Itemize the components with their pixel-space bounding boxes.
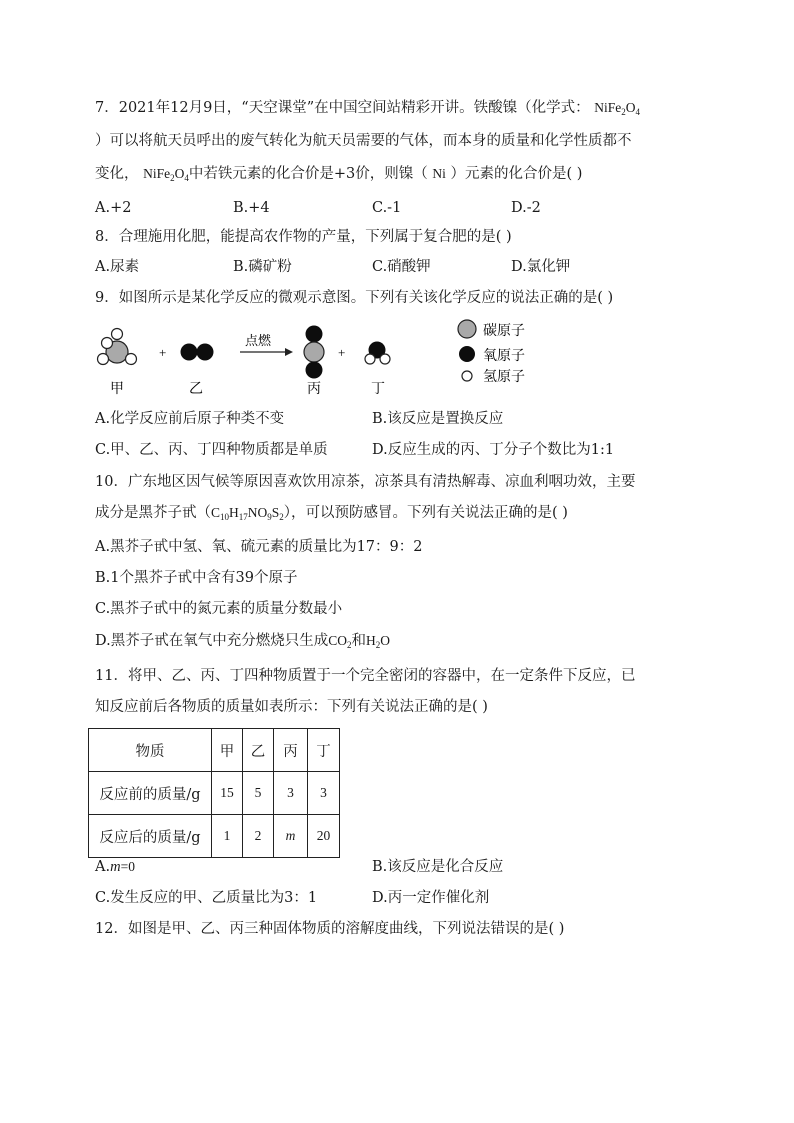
q8-option-c: C.硝酸钾 bbox=[372, 259, 431, 275]
oxygen-atom bbox=[197, 344, 214, 361]
label-jia: 甲 bbox=[110, 381, 124, 397]
carbon-dioxide-molecule bbox=[304, 326, 324, 379]
table-cell: 2 bbox=[243, 815, 274, 858]
reaction-arrow-head bbox=[285, 348, 293, 356]
carbon-atom bbox=[304, 342, 324, 362]
q11-option-d: D.丙一定作催化剂 bbox=[372, 890, 490, 906]
formula-nife2o4-inline: $NiFe_2O_4$ bbox=[143, 166, 189, 183]
legend-carbon-label: 碳原子 bbox=[483, 323, 525, 339]
methane-molecule bbox=[98, 329, 137, 365]
q9-option-c: C.甲、乙、丙、丁四种物质都是单质 bbox=[95, 442, 328, 458]
hydrogen-atom bbox=[365, 354, 375, 364]
table-cell: 反应前的质量/g bbox=[89, 772, 212, 815]
legend-hydrogen-label: 氢原子 bbox=[483, 369, 525, 385]
q12-text: 12．如图是甲、乙、丙三种固体物质的溶解度曲线，下列说法错误的是( ) bbox=[95, 921, 565, 937]
water-molecule bbox=[365, 342, 390, 365]
table-cell: 3 bbox=[308, 772, 340, 815]
q11-line2: 知反应前后各物质的质量如表所示：下列有关说法正确的是( ) bbox=[95, 699, 488, 715]
q8-text: 8．合理施用化肥，能提高农作物的产量，下列属于复合肥的是( ) bbox=[95, 229, 512, 245]
q10-option-b: B.1个黑芥子甙中含有39个原子 bbox=[95, 570, 298, 586]
legend-hydrogen-icon bbox=[462, 371, 472, 381]
plus-sign-1: + bbox=[159, 345, 167, 360]
q7-line1: 7．2021年12月9日，“天空课堂”在中国空间站精彩开讲。铁酸镍（化学式： $NiFe_2O_4$ bbox=[95, 100, 640, 117]
q11-option-c: C.发生反应的甲、乙质量比为3：1 bbox=[95, 890, 318, 906]
legend-oxygen-icon bbox=[459, 346, 475, 362]
table-cell: 5 bbox=[243, 772, 274, 815]
q9-option-b: B.该反应是置换反应 bbox=[372, 411, 504, 427]
label-ding: 丁 bbox=[371, 381, 385, 397]
q8-option-d: D.氯化钾 bbox=[511, 259, 571, 275]
q10-line1: 10．广东地区因气候等原因喜欢饮用凉茶，凉茶具有清热解毒、凉血利咽功效，主要 bbox=[95, 474, 636, 490]
table-cell: 1 bbox=[212, 815, 243, 858]
reaction-diagram bbox=[95, 318, 575, 403]
formula-nife2o4: $NiFe_2O_4$ bbox=[594, 100, 640, 117]
table-cell: 3 bbox=[274, 772, 308, 815]
oxygen-atom bbox=[306, 362, 323, 379]
formula-co2: $CO_2$ bbox=[328, 633, 352, 650]
hydrogen-atom bbox=[380, 354, 390, 364]
q7-line2: ）可以将航天员呼出的废气转化为航天员需要的气体，而本身的质量和化学性质都不 bbox=[95, 133, 632, 149]
label-bing: 丙 bbox=[307, 381, 321, 397]
label-yi: 乙 bbox=[189, 381, 203, 397]
oxygen-molecule bbox=[181, 344, 214, 361]
legend-carbon-icon bbox=[458, 320, 476, 338]
q7-option-d: D.-2 bbox=[511, 200, 541, 216]
legend-oxygen-label: 氧原子 bbox=[483, 348, 525, 364]
q11-line1: 11．将甲、乙、丙、丁四种物质置于一个完全密闭的容器中，在一定条件下反应，已 bbox=[95, 668, 636, 684]
reaction-condition: 点燃 bbox=[245, 334, 272, 349]
q10-line2: 成分是黑芥子甙$(C_{10}H_{17}NO_9S_2)$，可以预防感冒。下列有关说法正确的是( ) bbox=[95, 505, 568, 522]
q9-text: 9．如图所示是某化学反应的微观示意图。下列有关该化学反应的说法正确的是( ) bbox=[95, 290, 614, 306]
q8-option-b: B.磷矿粉 bbox=[233, 259, 292, 275]
table-header: 甲 bbox=[212, 729, 243, 772]
q7-option-c: C.-1 bbox=[372, 200, 402, 216]
hydrogen-atom bbox=[102, 338, 113, 349]
hydrogen-atom bbox=[98, 354, 109, 365]
table-row bbox=[89, 815, 340, 858]
formula-ni: Ni bbox=[432, 166, 446, 181]
oxygen-atom bbox=[306, 326, 323, 343]
table-header: 丙 bbox=[274, 729, 308, 772]
table-header-row bbox=[89, 729, 340, 772]
table-header: 乙 bbox=[243, 729, 274, 772]
q9-option-d: D.反应生成的丙、丁分子个数比为1:1 bbox=[372, 442, 615, 458]
table-header: 丁 bbox=[308, 729, 340, 772]
plus-sign-2: + bbox=[338, 345, 346, 360]
legend bbox=[458, 320, 525, 385]
q7-option-a: A.+2 bbox=[95, 200, 132, 216]
table-cell: 反应后的质量/g bbox=[89, 815, 212, 858]
table-row bbox=[89, 772, 340, 815]
q11-option-a: A.m=0 bbox=[95, 859, 135, 875]
q10-option-a: A.黑芥子甙中氢、氧、硫元素的质量比为17：9：2 bbox=[95, 539, 423, 555]
formula-sinigrin: $C_{10}H_{17}NO_9S_2$ bbox=[211, 505, 284, 522]
q8-option-a: A.尿素 bbox=[95, 259, 140, 275]
q11-option-b: B.该反应是化合反应 bbox=[372, 859, 504, 875]
hydrogen-atom bbox=[126, 354, 137, 365]
table-cell: 15 bbox=[212, 772, 243, 815]
q9-option-a: A.化学反应前后原子种类不变 bbox=[95, 411, 285, 427]
mass-table bbox=[88, 728, 340, 858]
hydrogen-atom bbox=[112, 329, 123, 340]
table-cell: m bbox=[274, 815, 308, 858]
q7-line3: 变化， $NiFe_2O_4$中若铁元素的化合价是+3价，则镍（ Ni ）元素的化合价是( ) bbox=[95, 166, 583, 183]
table-header: 物质 bbox=[89, 729, 212, 772]
table-cell: 20 bbox=[308, 815, 340, 858]
formula-h2o: $H_2O$ bbox=[365, 633, 390, 650]
q10-option-d: D.黑芥子甙在氧气中充分燃烧只生成$CO_2$和$H_2O$ bbox=[95, 633, 390, 650]
oxygen-atom bbox=[181, 344, 198, 361]
q7-option-b: B.+4 bbox=[233, 200, 270, 216]
q10-option-c: C.黑芥子甙中的氮元素的质量分数最小 bbox=[95, 601, 343, 617]
